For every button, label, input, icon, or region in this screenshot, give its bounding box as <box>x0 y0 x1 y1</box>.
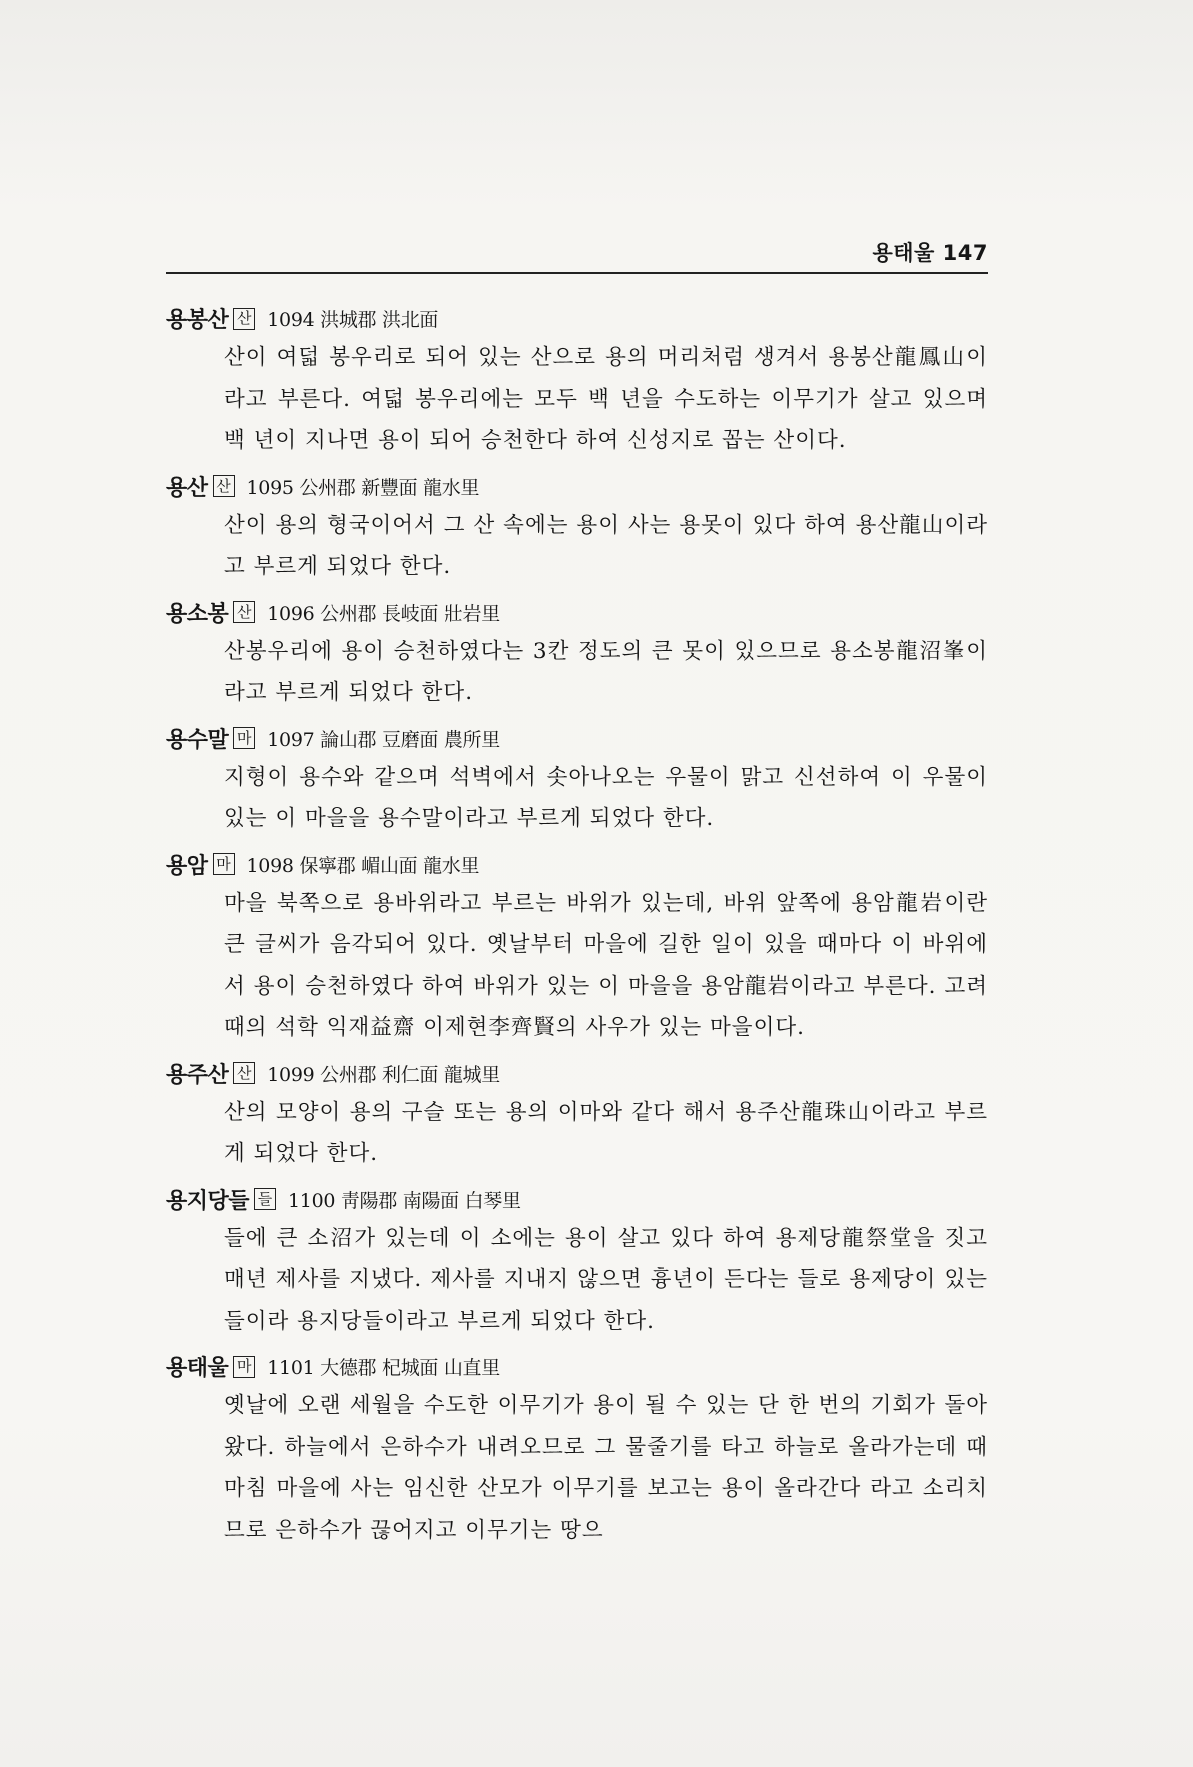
category-tag: 마 <box>233 727 255 749</box>
headword: 용수말 <box>166 727 229 753</box>
headword: 용태울 <box>166 1356 229 1381</box>
category-tag: 산 <box>233 1062 255 1084</box>
entry-heading <box>166 720 988 757</box>
headword: 용소봉 <box>166 601 229 627</box>
entry-text: 산의 모양이 용의 구슬 또는 용의 이마와 같다 해서 용주산龍珠山이라고 부르게 되었다 한다. <box>224 1099 988 1166</box>
entry-reference: 1094 洪城郡 洪北面 <box>267 309 439 331</box>
entry-reference: 1096 公州郡 長岐面 壯岩里 <box>267 602 500 625</box>
entry <box>166 1181 988 1343</box>
entry-text: 지형이 용수와 같으며 석벽에서 솟아나오는 우물이 맑고 신선하여 이 우물이 있는 이 마을을 용수말이라고 부르게 되었다 한다. <box>224 764 988 831</box>
entry-reference: 1097 論山郡 豆磨面 農所里 <box>267 728 500 751</box>
headword: 용지당들 <box>166 1188 250 1214</box>
entry-heading <box>166 1181 988 1218</box>
entry-heading <box>166 468 988 505</box>
entry-reference: 1095 公州郡 新豐面 龍水里 <box>246 476 480 499</box>
entry-text: 마을 북쪽으로 용바위라고 부르는 바위가 있는데, 바위 앞쪽에 용암龍岩이란 큰 글씨가 음각되어 있다. 옛날부터 마을에 길한 일이 있을 때마다 이 바위에서 용이 승천하였다 하여 바위가 있는 이 마을을 용암龍岩이라고 부른다. 고려 때의 석학 익재益齋 이제현李齊賢의 사우가 있는 마을이다. <box>224 890 988 1040</box>
category-tag: 산 <box>233 308 255 330</box>
entry-reference: 1101 大德郡 杞城面 山直里 <box>267 1357 500 1379</box>
entry-list <box>166 300 988 1557</box>
entry <box>166 846 988 1049</box>
entry-heading <box>166 594 988 631</box>
entry <box>166 300 988 462</box>
entry-reference: 1098 保寧郡 嵋山面 龍水里 <box>246 854 480 877</box>
headword: 용주산 <box>166 1062 229 1088</box>
entry-heading <box>166 300 988 337</box>
headword: 용암 <box>166 853 208 879</box>
entry-heading <box>166 1348 988 1385</box>
entry <box>166 1348 988 1551</box>
page-header-title: 용태울 147 <box>872 241 988 265</box>
entry-text: 산이 용의 형국이어서 그 산 속에는 용이 사는 용못이 있다 하여 용산龍山이라고 부르게 되었다 한다. <box>224 512 988 579</box>
running-header <box>166 232 988 274</box>
entry-text: 산이 여덟 봉우리로 되어 있는 산으로 용의 머리처럼 생겨서 용봉산龍鳳山이라고 부른다. 여덟 봉우리에는 모두 백 년을 수도하는 이무기가 살고 있으며 백 년이 지나면 용이 되어 승천한다 하여 신성지로 꼽는 산이다. <box>224 345 988 453</box>
entry-heading <box>166 1055 988 1092</box>
entry-text: 산봉우리에 용이 승천하였다는 3칸 정도의 큰 못이 있으므로 용소봉龍沼峯이라고 부르게 되었다 한다. <box>224 638 988 705</box>
entry-reference: 1100 靑陽郡 南陽面 白琴里 <box>288 1189 521 1212</box>
entry <box>166 720 988 840</box>
headword: 용산 <box>166 475 208 501</box>
category-tag: 마 <box>233 1356 255 1378</box>
category-tag: 마 <box>213 853 235 875</box>
entry-text: 옛날에 오랜 세월을 수도한 이무기가 용이 될 수 있는 단 한 번의 기회가 돌아왔다. 하늘에서 은하수가 내려오므로 그 물줄기를 타고 하늘로 올라가는데 때마침 마을에 사는 임신한 산모가 이무기를 보고는 용이 올라간다 라고 소리치므로 은하수가 끊어지고 이무기는 땅으 <box>224 1393 988 1543</box>
entry <box>166 1055 988 1175</box>
headword: 용봉산 <box>166 308 229 333</box>
category-tag: 산 <box>233 601 255 623</box>
category-tag: 산 <box>213 475 235 497</box>
entry <box>166 468 988 588</box>
category-tag: 들 <box>254 1188 276 1210</box>
entry-text: 들에 큰 소沼가 있는데 이 소에는 용이 살고 있다 하여 용제당龍祭堂을 짓고 매년 제사를 지냈다. 제사를 지내지 않으면 흉년이 든다는 들로 용제당이 있는 들이라 용지당들이라고 부르게 되었다 한다. <box>224 1225 988 1334</box>
entry-heading <box>166 846 988 883</box>
entry <box>166 594 988 714</box>
entry-reference: 1099 公州郡 利仁面 龍城里 <box>267 1063 500 1086</box>
